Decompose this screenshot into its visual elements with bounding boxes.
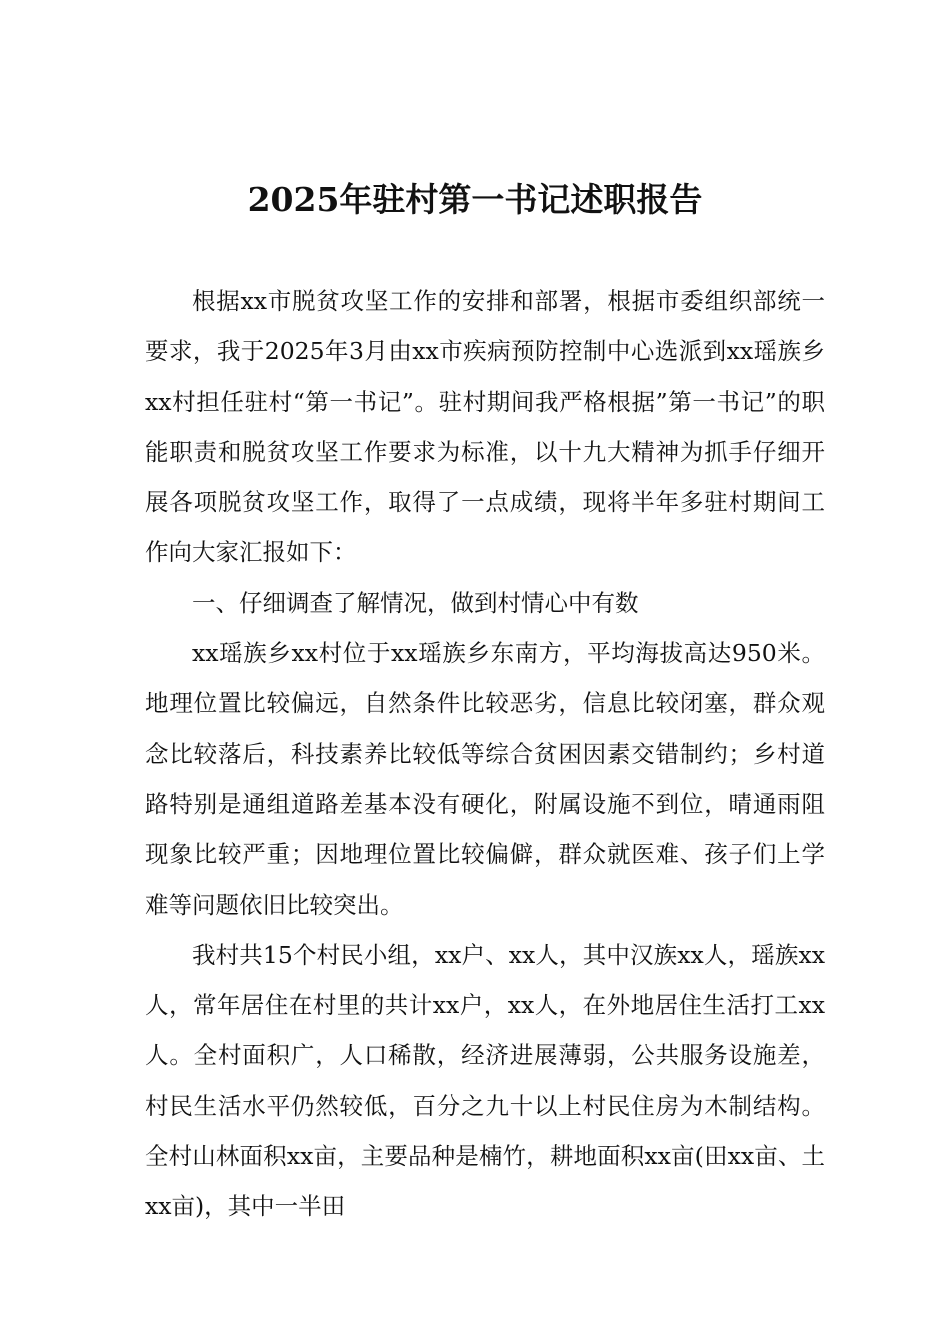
- document-body: [145, 276, 825, 1232]
- paragraph-village-population: 我村共15个村民小组，xx户、xx人，其中汉族xx人，瑶族xx人，常年居住在村里的共计xx户，xx人，在外地居住生活打工xx人。全村面积广，人口稀散，经济进展薄弱，公共服务设施差，村民生活水平仍然较低，百分之九十以上村民住房为木制结构。全村山林面积xx亩，主要品种是楠竹，耕地面积xx亩(田xx亩、土xx亩)，其中一半田: [145, 940, 825, 1221]
- paragraph-intro: 根据xx市脱贫攻坚工作的安排和部署，根据市委组织部统一要求，我于2025年3月由xx市疾病预防控制中心选派到xx瑶族乡xx村担任驻村“第一书记”。驻村期间我严格根据”第一书记”的职能职责和脱贫攻坚工作要求为标准，以十九大精神为抓手仔细开展各项脱贫攻坚工作，取得了一点成绩，现将半年多驻村期间工作向大家汇报如下：: [145, 287, 825, 567]
- section-heading-1: 一、仔细调查了解情况，做到村情心中有数: [192, 588, 639, 617]
- document-title: 2025年驻村第一书记述职报告: [247, 180, 703, 219]
- paragraph-village-location: xx瑶族乡xx村位于xx瑶族乡东南方，平均海拔高达950米。地理位置比较偏远，自然条件比较恶劣，信息比较闭塞，群众观念比较落后，科技素养比较低等综合贫困因素交错制约；乡村道路特别是通组道路差基本没有硬化，附属设施不到位，晴通雨阻现象比较严重；因地理位置比较偏僻，群众就医难、孩子们上学难等问题依旧比较突出。: [145, 639, 825, 919]
